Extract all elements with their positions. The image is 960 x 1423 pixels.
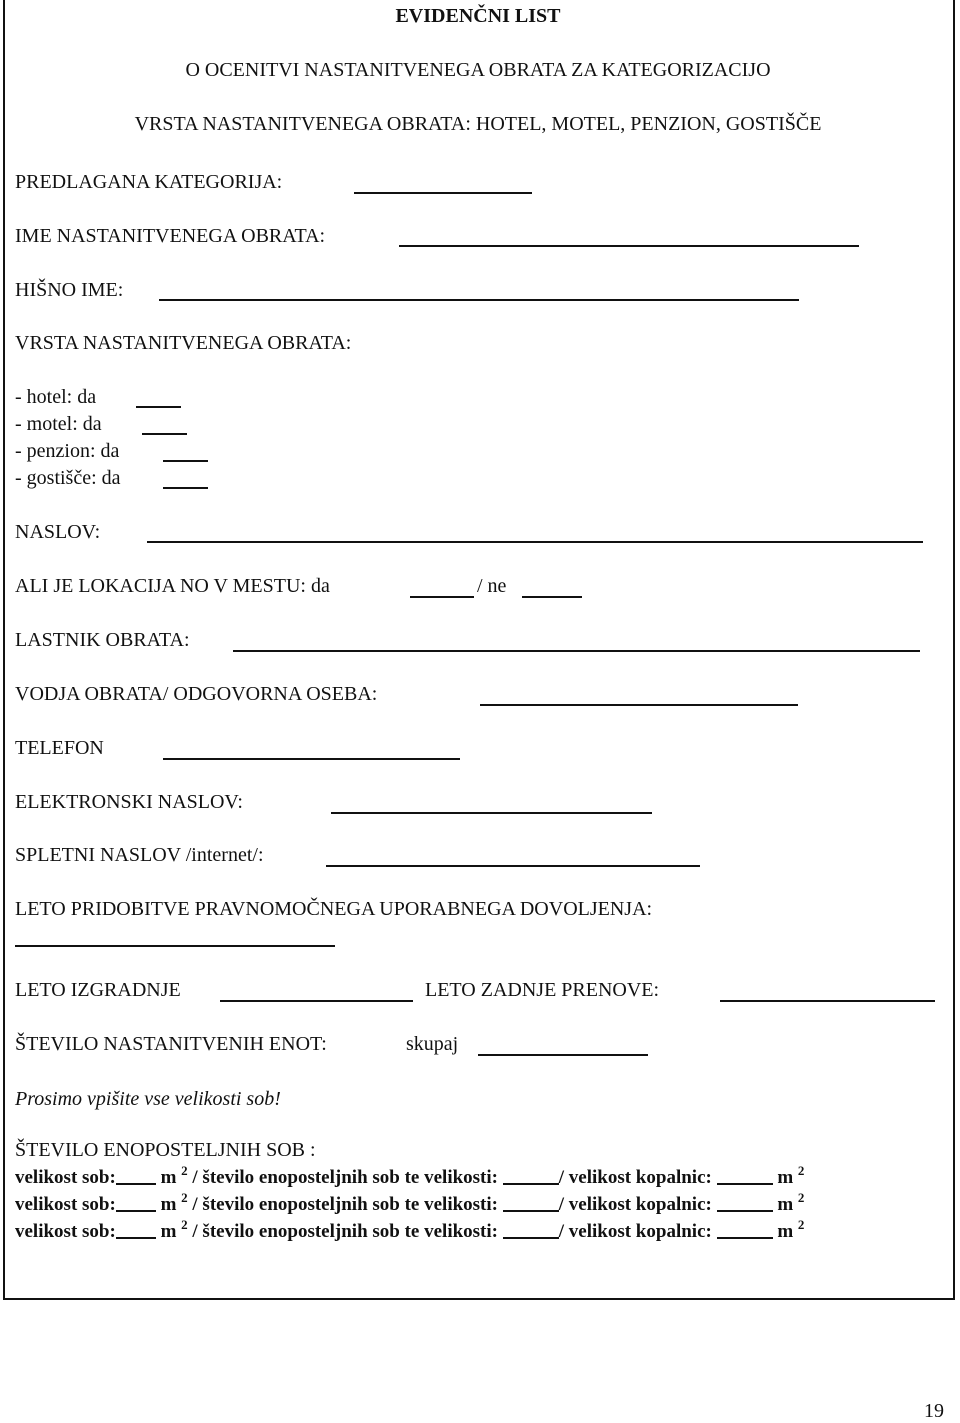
permit-year-field[interactable]	[15, 945, 335, 947]
room-count-label: / število enoposteljnih sob te velikosti:	[192, 1221, 498, 1242]
email-field[interactable]	[331, 812, 652, 814]
bath-size-exp: 2	[797, 1217, 805, 1232]
location-no-label: / ne	[477, 575, 507, 597]
bath-size-exp: 2	[797, 1163, 805, 1178]
room-size-field[interactable]	[116, 1194, 156, 1212]
room-count-field[interactable]	[503, 1221, 559, 1239]
room-size-row	[15, 1217, 805, 1243]
facility-type-heading: VRSTA NASTANITVENEGA OBRATA: HOTEL, MOTEL, PENZION, GOSTIŠČE	[134, 113, 822, 135]
type-option-hotel: - hotel: da	[15, 386, 97, 408]
renovation-year-label: LETO ZADNJE PRENOVE:	[425, 979, 660, 1001]
type-option-gostisce: - gostišče: da	[15, 467, 121, 489]
build-year-field[interactable]	[220, 1000, 413, 1002]
proposed-category-label: PREDLAGANA KATEGORIJA:	[15, 171, 283, 193]
renovation-year-field[interactable]	[720, 1000, 935, 1002]
room-size-exp: 2	[181, 1163, 188, 1178]
type-motel-field[interactable]	[142, 433, 187, 435]
type-hotel-field[interactable]	[136, 406, 181, 408]
room-count-label: / število enoposteljnih sob te velikosti:	[192, 1194, 498, 1215]
facility-name-label: IME NASTANITVENEGA OBRATA:	[15, 225, 326, 247]
bath-size-field[interactable]	[717, 1221, 773, 1239]
room-size-unit: m	[160, 1194, 177, 1215]
bath-size-unit: m	[777, 1167, 794, 1188]
room-size-exp: 2	[181, 1190, 188, 1205]
room-size-label: velikost sob:	[15, 1221, 116, 1242]
bath-size-label: / velikost kopalnic:	[558, 1167, 712, 1188]
room-count-field[interactable]	[503, 1167, 559, 1185]
units-total-label: skupaj	[406, 1033, 459, 1055]
page-number: 19	[924, 1400, 944, 1422]
room-size-field[interactable]	[116, 1221, 156, 1239]
owner-label: LASTNIK OBRATA:	[15, 629, 190, 651]
room-count-label: / število enoposteljnih sob te velikosti:	[192, 1167, 498, 1188]
phone-label: TELEFON	[15, 737, 104, 759]
type-gostisce-field[interactable]	[163, 487, 208, 489]
address-label: NASLOV:	[15, 521, 101, 543]
type-option-motel: - motel: da	[15, 413, 102, 435]
bath-size-exp: 2	[797, 1190, 805, 1205]
phone-field[interactable]	[163, 758, 460, 760]
bath-size-field[interactable]	[717, 1167, 773, 1185]
bath-size-label: / velikost kopalnic:	[558, 1221, 712, 1242]
room-size-unit: m	[160, 1167, 177, 1188]
manager-label: VODJA OBRATA/ ODGOVORNA OSEBA:	[15, 683, 378, 705]
type-penzion-field[interactable]	[163, 460, 208, 462]
email-label: ELEKTRONSKI NASLOV:	[15, 791, 243, 813]
house-name-label: HIŠNO IME:	[15, 279, 124, 301]
room-size-field[interactable]	[116, 1167, 156, 1185]
build-year-label: LETO IZGRADNJE	[15, 979, 181, 1001]
units-total-field[interactable]	[478, 1054, 648, 1056]
document-subtitle: O OCENITVI NASTANITVENEGA OBRATA ZA KATEGORIZACIJO	[185, 59, 771, 81]
room-size-label: velikost sob:	[15, 1194, 116, 1215]
room-size-exp: 2	[181, 1217, 188, 1232]
bath-size-field[interactable]	[717, 1194, 773, 1212]
bath-size-unit: m	[777, 1194, 794, 1215]
facility-name-field[interactable]	[399, 245, 859, 247]
units-count-label: ŠTEVILO NASTANITVENIH ENOT:	[15, 1033, 327, 1055]
room-size-label: velikost sob:	[15, 1167, 116, 1188]
website-label: SPLETNI NASLOV /internet/:	[15, 844, 264, 866]
location-no-field[interactable]	[522, 596, 582, 598]
room-size-row	[15, 1163, 805, 1189]
bath-size-unit: m	[777, 1221, 794, 1242]
location-yes-field[interactable]	[410, 596, 474, 598]
address-field[interactable]	[147, 541, 923, 543]
rooms-heading: ŠTEVILO ENOPOSTELJNIH SOB :	[15, 1139, 316, 1161]
permit-year-label: LETO PRIDOBITVE PRAVNOMOČNEGA UPORABNEGA DOVOLJENJA:	[15, 898, 653, 920]
document-title: EVIDENČNI LIST	[395, 5, 561, 27]
owner-field[interactable]	[233, 650, 920, 652]
proposed-category-field[interactable]	[354, 192, 532, 194]
manager-field[interactable]	[480, 704, 798, 706]
bath-size-label: / velikost kopalnic:	[558, 1194, 712, 1215]
website-field[interactable]	[326, 865, 700, 867]
room-size-row	[15, 1190, 805, 1216]
rooms-instruction: Prosimo vpišite vse velikosti sob!	[15, 1088, 281, 1110]
room-size-unit: m	[160, 1221, 177, 1242]
facility-type-label: VRSTA NASTANITVENEGA OBRATA:	[15, 332, 352, 354]
room-count-field[interactable]	[503, 1194, 559, 1212]
location-label: ALI JE LOKACIJA NO V MESTU: da	[15, 575, 330, 597]
house-name-field[interactable]	[159, 299, 799, 301]
type-option-penzion: - penzion: da	[15, 440, 120, 462]
